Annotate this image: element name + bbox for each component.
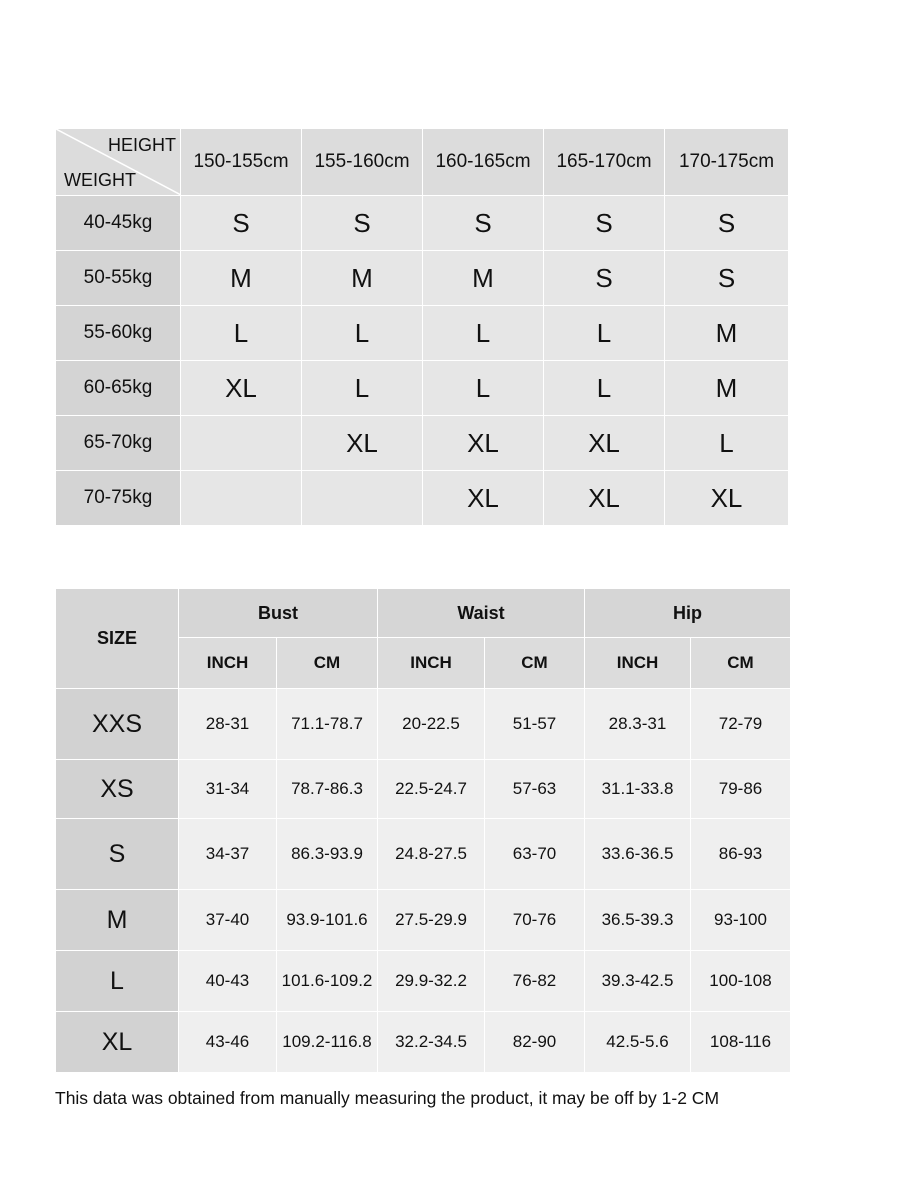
size-cell: S [302,196,423,251]
weight-row-header: 55-60kg [56,306,181,361]
size-cell: M [665,306,789,361]
measurement-cell: 70-76 [485,890,585,951]
unit-header: CM [277,638,378,689]
unit-header: CM [691,638,791,689]
measurement-cell: 34-37 [179,819,277,890]
measurement-cell: 86.3-93.9 [277,819,378,890]
size-cell: XL [302,416,423,471]
measurement-cell: 100-108 [691,951,791,1012]
unit-header: CM [485,638,585,689]
size-row-header: L [56,951,179,1012]
table-row [56,361,789,416]
size-cell: L [423,361,544,416]
table-row [56,689,791,760]
weight-row-header: 40-45kg [56,196,181,251]
height-column-header: 155-160cm [302,129,423,196]
measurement-cell: 24.8-27.5 [378,819,485,890]
size-cell [302,471,423,526]
table-row [56,251,789,306]
unit-header: INCH [179,638,277,689]
size-cell: M [665,361,789,416]
size-cell: XL [544,416,665,471]
table-row [56,416,789,471]
size-cell: S [544,196,665,251]
size-cell: M [181,251,302,306]
size-cell: M [423,251,544,306]
size-cell [181,471,302,526]
measurement-cell: 40-43 [179,951,277,1012]
size-row-header: XL [56,1012,179,1073]
size-cell: L [544,306,665,361]
size-cell: S [665,251,789,306]
size-cell: XL [181,361,302,416]
measurement-cell: 32.2-34.5 [378,1012,485,1073]
size-cell: XL [544,471,665,526]
size-cell: XL [665,471,789,526]
size-row-header: M [56,890,179,951]
measurement-cell: 93-100 [691,890,791,951]
corner-header-cell [56,129,181,196]
weight-axis-label: WEIGHT [64,170,136,190]
measurement-cell: 20-22.5 [378,689,485,760]
measurement-cell: 57-63 [485,760,585,819]
measurement-cell: 22.5-24.7 [378,760,485,819]
height-column-header: 160-165cm [423,129,544,196]
size-cell: L [302,306,423,361]
size-cell: L [544,361,665,416]
group-header-bust: Bust [179,589,378,638]
measurement-cell: 31-34 [179,760,277,819]
measurement-cell: 33.6-36.5 [585,819,691,890]
measurement-cell: 86-93 [691,819,791,890]
table-row [56,196,789,251]
measurement-cell: 29.9-32.2 [378,951,485,1012]
table-row [56,471,789,526]
size-cell: M [302,251,423,306]
measurement-cell: 27.5-29.9 [378,890,485,951]
measurement-cell: 72-79 [691,689,791,760]
measurement-cell: 82-90 [485,1012,585,1073]
size-cell: S [181,196,302,251]
measurement-cell: 42.5-5.6 [585,1012,691,1073]
measurement-cell: 43-46 [179,1012,277,1073]
measurement-cell: 101.6-109.2 [277,951,378,1012]
height-column-header: 150-155cm [181,129,302,196]
size-cell: XL [423,416,544,471]
table-row [56,819,791,890]
height-axis-label: HEIGHT [107,135,176,155]
group-header-hip: Hip [585,589,791,638]
measurement-cell: 36.5-39.3 [585,890,691,951]
unit-header: INCH [585,638,691,689]
size-cell: L [423,306,544,361]
measurement-cell: 28.3-31 [585,689,691,760]
measurement-cell: 39.3-42.5 [585,951,691,1012]
weight-row-header: 70-75kg [56,471,181,526]
measurement-group-row [56,589,791,638]
size-row-header: XS [56,760,179,819]
weight-row-header: 60-65kg [56,361,181,416]
height-column-header: 165-170cm [544,129,665,196]
size-cell [181,416,302,471]
measurement-cell: 78.7-86.3 [277,760,378,819]
table-row [56,306,789,361]
size-cell: L [665,416,789,471]
measurement-cell: 109.2-116.8 [277,1012,378,1073]
body-measurement-table [55,588,791,1073]
measurement-cell: 93.9-101.6 [277,890,378,951]
measurement-cell: 51-57 [485,689,585,760]
measurement-cell: 76-82 [485,951,585,1012]
measurement-disclaimer: This data was obtained from manually measuring the product, it may be off by 1-2 CM [55,1088,720,1108]
size-cell: L [302,361,423,416]
height-column-header: 170-175cm [665,129,789,196]
unit-header: INCH [378,638,485,689]
size-row-header: S [56,819,179,890]
size-column-header: SIZE [56,589,179,689]
weight-row-header: 50-55kg [56,251,181,306]
measurement-cell: 63-70 [485,819,585,890]
size-row-header: XXS [56,689,179,760]
group-header-waist: Waist [378,589,585,638]
measurement-cell: 71.1-78.7 [277,689,378,760]
table-row [56,1012,791,1073]
table-row [56,951,791,1012]
height-weight-size-table [55,128,789,526]
measurement-cell: 79-86 [691,760,791,819]
weight-row-header: 65-70kg [56,416,181,471]
size-cell: XL [423,471,544,526]
measurement-cell: 28-31 [179,689,277,760]
size-cell: S [544,251,665,306]
table-row [56,760,791,819]
measurement-cell: 108-116 [691,1012,791,1073]
measurement-cell: 31.1-33.8 [585,760,691,819]
size-cell: S [423,196,544,251]
size-cell: L [181,306,302,361]
table-row [56,890,791,951]
measurement-cell: 37-40 [179,890,277,951]
size-cell: S [665,196,789,251]
height-header-row [56,129,789,196]
